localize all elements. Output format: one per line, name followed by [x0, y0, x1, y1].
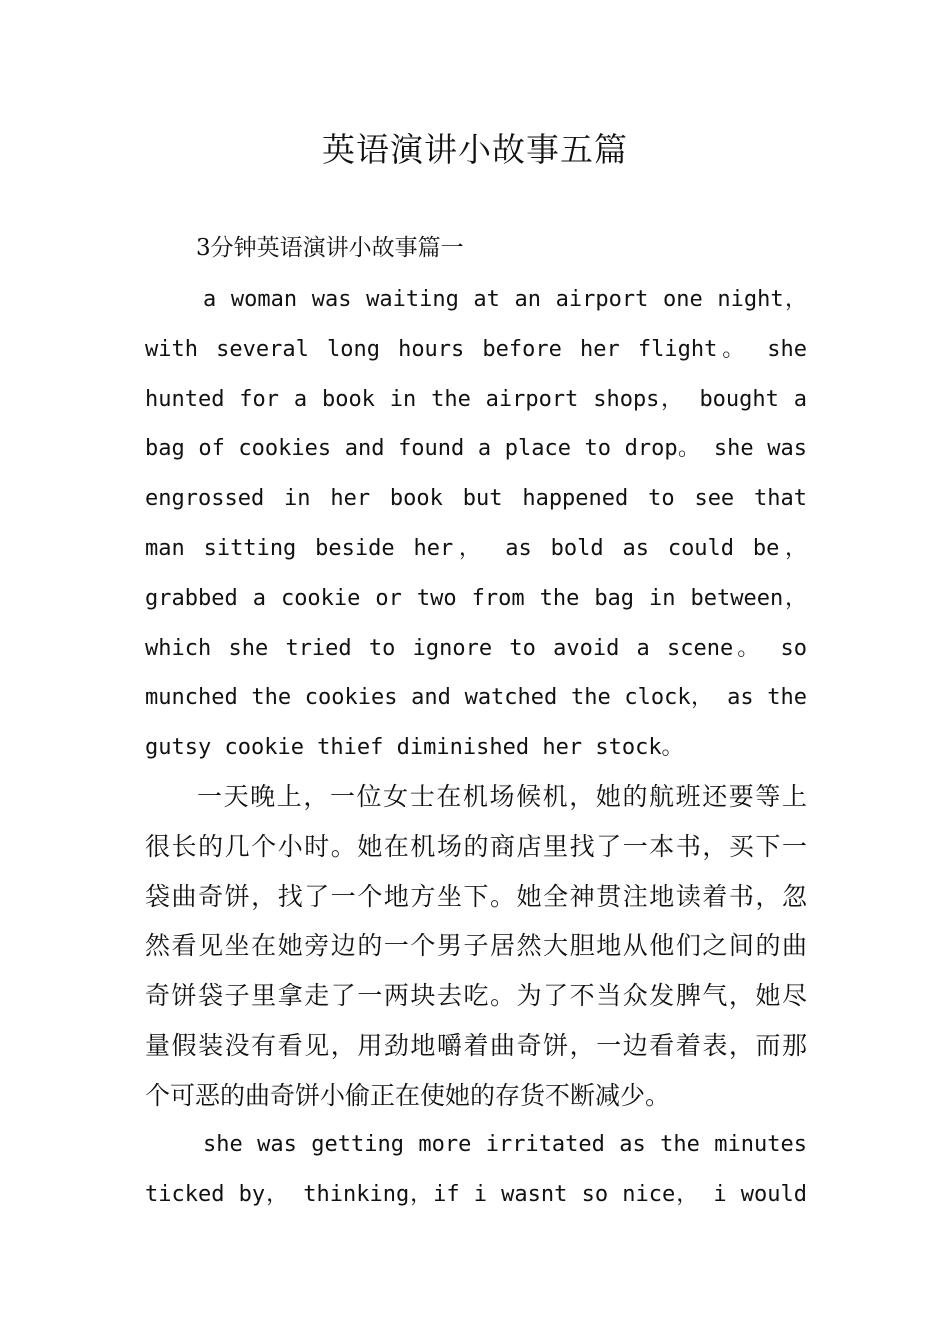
- text-line: 然看见坐在她旁边的一个男子居然大胆地从他们之间的曲: [145, 931, 807, 961]
- text-line: which she tried to ignore to avoid a scene。 so: [145, 635, 807, 661]
- chinese-paragraph-1: [145, 772, 807, 1121]
- english-paragraph-2: [145, 1120, 807, 1220]
- text-line: 量假装没有看见，用劲地嚼着曲奇饼，一边看着表，而那: [145, 1030, 807, 1060]
- text-line: bag of cookies and found a place to drop。 she was: [145, 436, 807, 462]
- text-line: 个可恶的曲奇饼小偷正在使她的存货不断减少。: [145, 1080, 671, 1110]
- section-heading: 3分钟英语演讲小故事篇一: [196, 235, 464, 261]
- text-line: a woman was waiting at an airport one night，: [203, 287, 807, 312]
- english-paragraph-1: [145, 275, 807, 773]
- text-line: she was getting more irritated as the minutes: [203, 1132, 807, 1157]
- text-line: 奇饼袋子里拿走了一两块去吃。为了不当众发脾气，她尽: [145, 981, 807, 1011]
- text-line: gutsy cookie thief diminished her stock。: [145, 735, 684, 761]
- page-title: 英语演讲小故事五篇: [322, 130, 628, 169]
- text-line: 一天晚上，一位女士在机场候机，她的航班还要等上: [197, 782, 807, 811]
- text-line: engrossed in her book but happened to see that: [145, 486, 807, 512]
- text-line: grabbed a cookie or two from the bag in between，: [145, 585, 807, 611]
- text-line: with several long hours before her flight。 she: [145, 336, 807, 362]
- text-line: munched the cookies and watched the clock， as the: [145, 685, 807, 711]
- text-line: man sitting beside her， as bold as could be，: [145, 535, 807, 561]
- text-line: 很长的几个小时。她在机场的商店里找了一本书，买下一: [145, 831, 807, 861]
- text-line: ticked by， thinking，if i wasnt so nice， i would: [145, 1181, 807, 1207]
- text-line: hunted for a book in the airport shops， bought a: [145, 386, 807, 412]
- text-line: 袋曲奇饼，找了一个地方坐下。她全神贯注地读着书，忽: [145, 881, 807, 911]
